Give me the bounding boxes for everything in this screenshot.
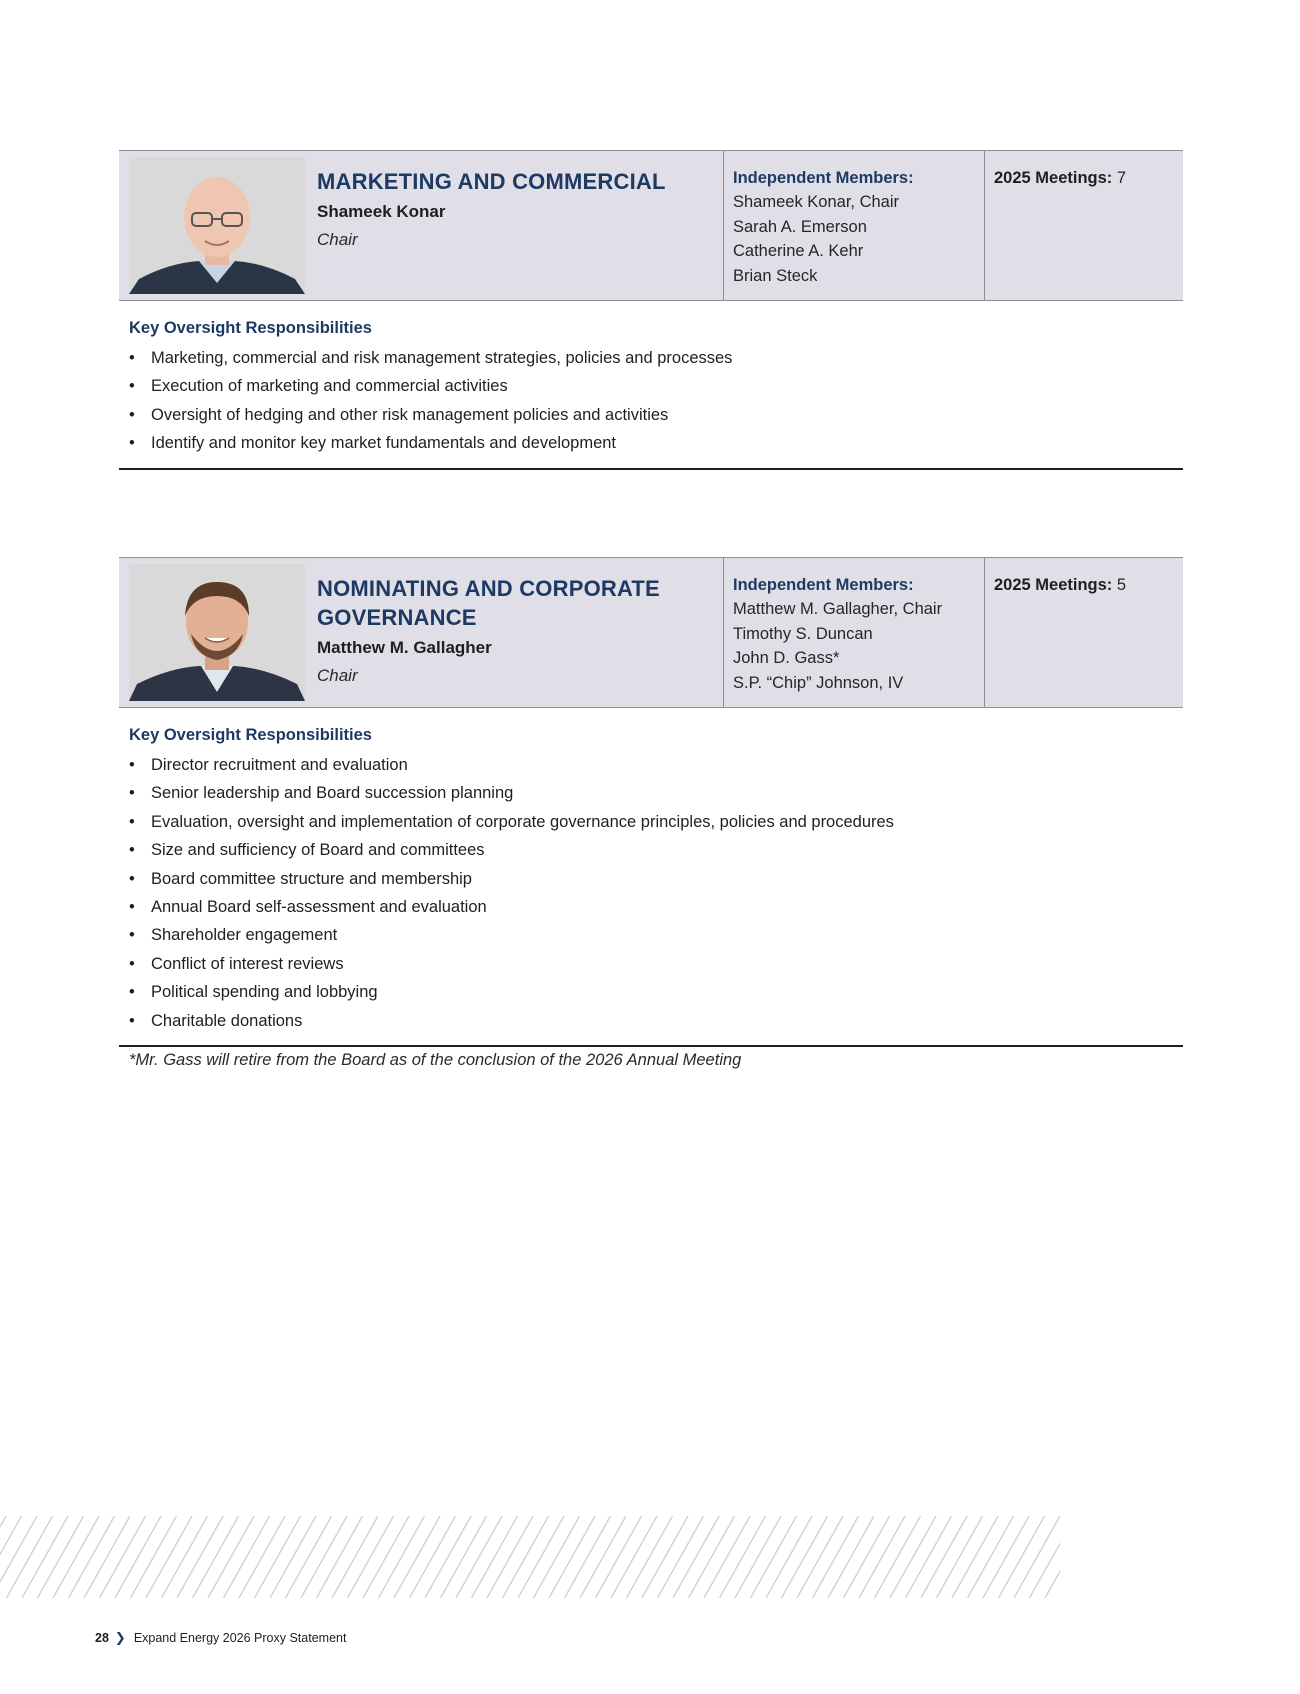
page-footer (95, 1630, 346, 1646)
responsibilities-list (129, 751, 1183, 1035)
chair-photo (129, 564, 305, 701)
list-item: • Shareholder engagement (129, 921, 1183, 949)
members-label: Independent Members: (733, 576, 914, 594)
members-column (723, 151, 984, 300)
meetings-value: 7 (1116, 169, 1127, 187)
list-item: • Annual Board self-assessment and evaluation (129, 893, 1183, 921)
document-title: Expand Energy 2026 Proxy Statement (133, 1631, 347, 1645)
chevron-right-icon: ❯ (114, 1630, 126, 1645)
committee-nominating-governance (119, 557, 1183, 1047)
member-item: Sarah A. Emerson (733, 217, 867, 236)
meetings-column (984, 151, 1183, 300)
list-item: • Director recruitment and evaluation (129, 751, 1183, 779)
footnote: *Mr. Gass will retire from the Board as of the conclusion of the 2026 Annual Meeting (129, 1051, 742, 1069)
meetings-value: 5 (1116, 576, 1127, 594)
meetings-label: 2025 Meetings: (994, 576, 1113, 594)
member-item: S.P. “Chip” Johnson, IV (733, 673, 904, 692)
member-item: Timothy S. Duncan (733, 624, 873, 643)
meetings-label: 2025 Meetings: (994, 169, 1113, 187)
list-item: • Senior leadership and Board succession planning (129, 779, 1183, 807)
list-item: • Board committee structure and membership (129, 865, 1183, 893)
responsibilities-list (129, 344, 1183, 458)
portrait-image (129, 157, 305, 294)
list-item: • Political spending and lobbying (129, 978, 1183, 1006)
committee-title-line-2: GOVERNANCE (317, 605, 477, 630)
list-item: • Evaluation, oversight and implementation of corporate governance principles, policies and procedures (129, 808, 1183, 836)
meetings-count (994, 573, 1173, 597)
list-item: • Conflict of interest reviews (129, 950, 1183, 978)
chair-photo (129, 157, 305, 294)
list-item: • Size and sufficiency of Board and committees (129, 836, 1183, 864)
portrait-image (129, 564, 305, 701)
chair-name: Matthew M. Gallagher (317, 638, 492, 657)
member-item: Matthew M. Gallagher, Chair (733, 600, 943, 618)
members-label: Independent Members: (733, 169, 914, 187)
committee-header (119, 150, 1183, 301)
responsibilities-section (119, 708, 1183, 1047)
responsibilities-section (119, 301, 1183, 470)
list-item: • Charitable donations (129, 1007, 1183, 1035)
member-item: Shameek Konar, Chair (733, 193, 900, 211)
chair-name: Shameek Konar (317, 202, 446, 221)
list-item: • Identify and monitor key market fundamentals and development (129, 429, 1183, 457)
members-column (723, 558, 984, 707)
meetings-count (994, 166, 1173, 190)
responsibilities-title: Key Oversight Responsibilities (129, 726, 372, 744)
list-item: • Oversight of hedging and other risk management policies and activities (129, 401, 1183, 429)
chair-role: Chair (317, 230, 358, 249)
member-item: Brian Steck (733, 266, 818, 285)
committee-marketing-commercial (119, 150, 1183, 470)
decorative-hatch-pattern (0, 1516, 1060, 1598)
page-number: 28 (95, 1631, 109, 1645)
meetings-column (984, 558, 1183, 707)
member-item: Catherine A. Kehr (733, 242, 864, 260)
chair-role: Chair (317, 666, 358, 685)
list-item: • Execution of marketing and commercial activities (129, 372, 1183, 400)
committee-title-block (305, 558, 723, 707)
committee-title: MARKETING AND COMMERCIAL (317, 169, 666, 194)
member-item: John D. Gass* (733, 649, 840, 667)
committee-title-line-1: NOMINATING AND CORPORATE (317, 576, 660, 601)
list-item: • Marketing, commercial and risk management strategies, policies and processes (129, 344, 1183, 372)
committee-title-block (305, 151, 723, 300)
committee-header (119, 557, 1183, 708)
responsibilities-title: Key Oversight Responsibilities (129, 319, 372, 337)
